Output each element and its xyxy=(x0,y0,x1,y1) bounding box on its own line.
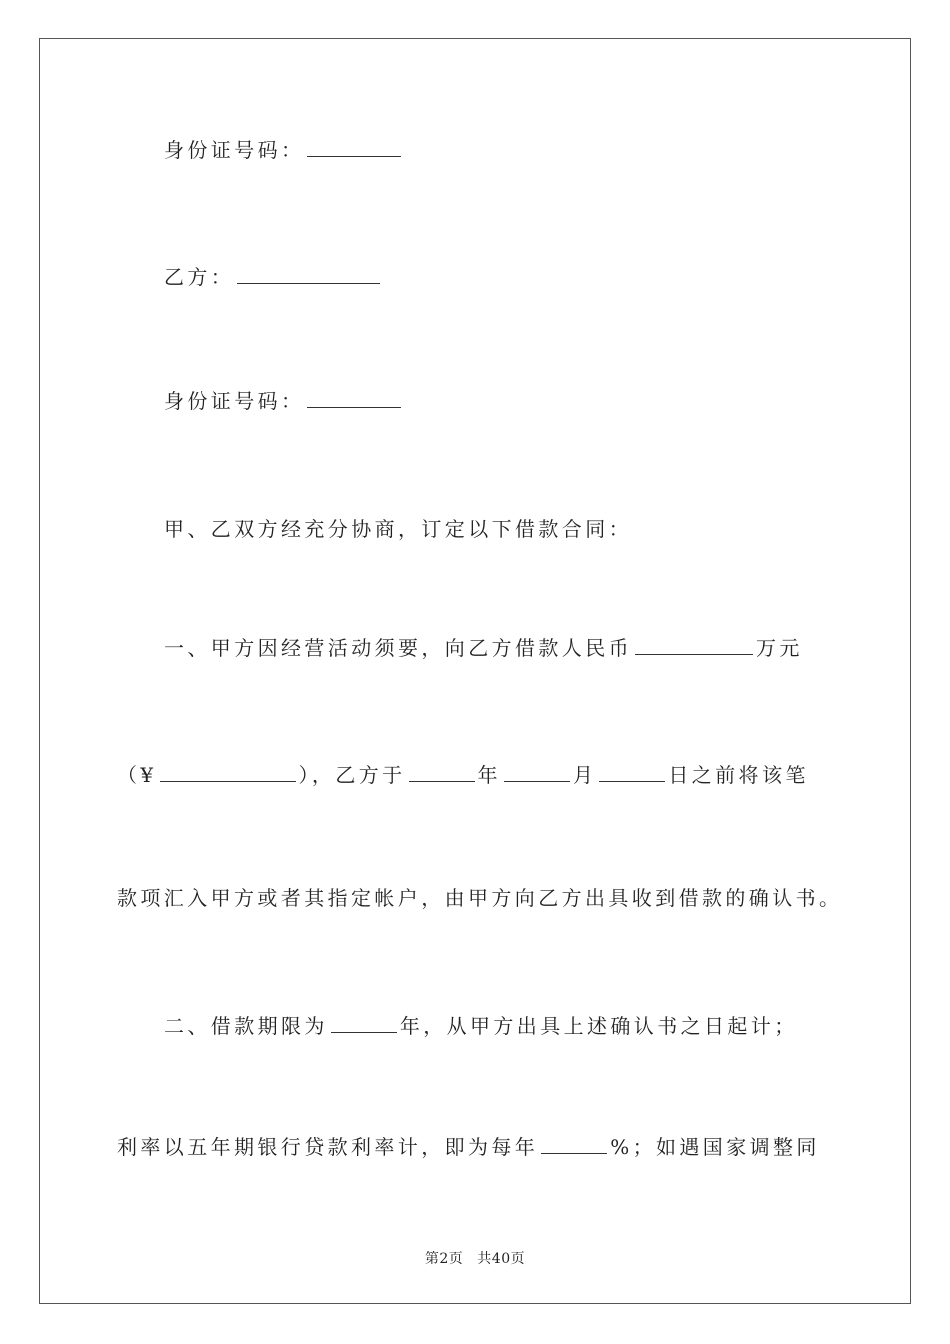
id-number-blank[interactable] xyxy=(307,136,401,157)
day-blank[interactable] xyxy=(599,761,665,782)
term-years-blank[interactable] xyxy=(331,1012,397,1033)
agreement-intro xyxy=(164,515,632,543)
yen-open-text: （¥ xyxy=(117,763,157,787)
clause-two-line xyxy=(164,1012,798,1040)
party-b-label: 乙方： xyxy=(164,265,235,289)
id-number-label: 身份证号码： xyxy=(164,389,305,413)
total-pages: 共40页 xyxy=(477,1251,526,1267)
interest-rate-blank[interactable] xyxy=(541,1133,607,1154)
interest-line xyxy=(117,1133,820,1161)
party-b-by-text: ），乙方于 xyxy=(298,763,406,787)
id-number-label: 身份证号码： xyxy=(164,138,305,162)
month-blank[interactable] xyxy=(504,761,570,782)
id-number-line-party-a xyxy=(164,136,404,164)
id-number-line-party-b xyxy=(164,387,404,415)
year-text: 年 xyxy=(477,763,501,787)
transfer-text: 日之前将该笔 xyxy=(668,763,809,787)
transfer-line-text: 款项汇入甲方或者其指定帐户，由甲方向乙方出具收到借款的确认书。 xyxy=(117,886,843,910)
year-blank[interactable] xyxy=(409,761,475,782)
interest-rest: %；如遇国家调整同 xyxy=(610,1135,820,1159)
clause-two-rest: 年，从甲方出具上述确认书之日起计； xyxy=(399,1014,798,1038)
clause-two-text: 二、借款期限为 xyxy=(164,1014,328,1038)
page-frame xyxy=(39,38,911,1304)
loan-amount-blank[interactable] xyxy=(635,634,753,655)
agreement-intro-text: 甲、乙双方经充分协商，订定以下借款合同： xyxy=(164,517,632,541)
yen-amount-blank[interactable] xyxy=(160,761,296,782)
id-number-blank[interactable] xyxy=(307,387,401,408)
transfer-line xyxy=(117,884,842,912)
party-b-blank[interactable] xyxy=(237,263,380,284)
amount-date-line xyxy=(117,761,809,789)
interest-text: 利率以五年期银行贷款利率计，即为每年 xyxy=(117,1135,539,1159)
clause-one-line xyxy=(164,634,803,662)
page-number: 第2页 xyxy=(424,1251,464,1267)
month-text: 月 xyxy=(572,763,597,787)
page-footer xyxy=(0,1248,950,1268)
unit-text: 万元 xyxy=(756,636,803,660)
clause-one-text: 一、甲方因经营活动须要，向乙方借款人民币 xyxy=(164,636,632,660)
party-b-line xyxy=(164,263,383,291)
